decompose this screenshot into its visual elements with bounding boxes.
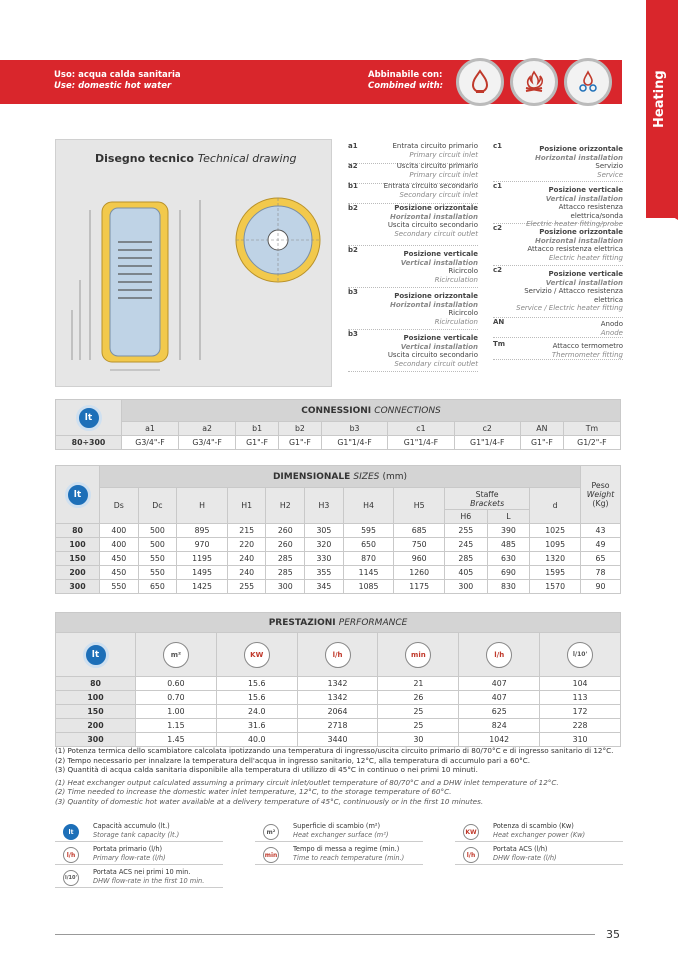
legend-item: b2 Posizione verticale Vertical installation Ricircolo Ricirculation <box>348 246 478 288</box>
sizes-title: DIMENSIONALE SIZES (mm) <box>100 466 581 488</box>
connections-title: CONNESSIONI CONNECTIONS <box>122 400 621 422</box>
side-tab-corner <box>646 200 678 220</box>
lt-icon: lt <box>65 482 91 508</box>
col-header: Tm <box>563 422 620 436</box>
time-small-icon: min <box>263 847 279 863</box>
legend-item: b1 Entrata circuito secondario Secondary circuit inlet <box>348 182 478 204</box>
icon-legend-item: Potenza di scambio (Kw) Heat exchanger power (Kw) <box>455 822 623 842</box>
connections-table <box>55 399 621 450</box>
col-header: c2 <box>454 422 520 436</box>
col-header: b1 <box>236 422 279 436</box>
icon-legend-item: Capacità accumulo (lt.) Storage tank capacity (lt.) <box>55 822 223 842</box>
tank-drawing <box>60 180 328 380</box>
table-row: 100 400 500 970 220 260 320 650 750 245 485 1095 49 <box>56 538 621 552</box>
col-header: a2 <box>179 422 236 436</box>
power-icon: KW <box>463 824 479 840</box>
table-row: 150 450 550 1195 240 285 330 870 960 285 630 1320 65 <box>56 552 621 566</box>
combined-icons <box>456 58 612 106</box>
table-row: 300 1.45 40.0 3440 30 1042 310 <box>56 733 621 747</box>
legend-item: a2 Uscita circuito primario Primary circuit inlet <box>348 162 478 184</box>
legend-item: b3 Posizione verticale Vertical installation Uscita circuito secondario Secondary circuit outlet <box>348 330 478 372</box>
table-row: 80 0.60 15.6 1342 21 407 104 <box>56 677 621 691</box>
col-header: b3 <box>321 422 387 436</box>
performance-title: PRESTAZIONI PERFORMANCE <box>56 613 621 633</box>
footer-rule <box>55 934 595 935</box>
dhw-flow-small-icon: l/h <box>463 847 479 863</box>
capacity-icon: lt <box>63 824 79 840</box>
col-header: b2 <box>279 422 322 436</box>
weight-header: Peso Weight (Kg) <box>581 466 621 524</box>
col-header: c1 <box>388 422 454 436</box>
icon-legend-item: Portata ACS (l/h) DHW flow-rate (l/h) <box>455 845 623 865</box>
lt-icon: lt <box>83 642 109 668</box>
icon-legend-item: Superficie di scambio (m²) Heat exchanger surface (m²) <box>255 822 423 842</box>
page-number: 35 <box>606 928 620 941</box>
icon-legend-item: Portata ACS nei primi 10 min. DHW flow-rate in the first 10 min. <box>55 868 223 888</box>
table-row: 150 1.00 24.0 2064 25 625 172 <box>56 705 621 719</box>
brackets-header: Staffe Brackets <box>445 488 530 510</box>
lt-header-cell <box>56 400 122 436</box>
surface-icon: m² <box>263 824 279 840</box>
col-header: a1 <box>122 422 179 436</box>
primary-flow-small-icon: l/h <box>63 847 79 863</box>
legend-column-1 <box>348 142 478 372</box>
heat-up-time-icon: min <box>405 642 431 668</box>
legend-item: b3 Posizione orizzontale Horizontal installation Ricircolo Ricirculation <box>348 288 478 330</box>
sizes-table: lt DIMENSIONALE SIZES (mm) Peso Weight (Kg) Ds Dc H H1 H2 H3 H4 H5 Staffe Brackets d H6 L 80 400 500 895 215 260 305 595 685 255 390 1025 43 100 400 500 970 220 260 320 650 750 245 485 1095 49 150 450 550 1195 240 285 330 870 960 285 630 1320 65 200 450 550 1495 240 285 355 1145 1260 405 690 1595 78 300 550 650 1425 255 300 345 1085 1175 300 830 1570 90 <box>55 465 621 594</box>
lt-icon: lt <box>76 405 102 431</box>
icon-legend-item: Tempo di messa a regime (min.) Time to reach temperature (min.) <box>255 845 423 865</box>
table-row: 100 0.70 15.6 1342 26 407 113 <box>56 691 621 705</box>
icon-legend-item: Portata primario (l/h) Primary flow-rate (l/h) <box>55 845 223 865</box>
legend-item: AN Anodo Anode <box>493 318 623 337</box>
combined-label: Abbinabile con: Combined with: <box>368 70 444 91</box>
table-row: 80 400 500 895 215 260 305 595 685 255 390 1025 43 <box>56 524 621 538</box>
legend-item: a1 Entrata circuito primario Primary circuit inlet <box>348 142 478 164</box>
exchanger-power-icon: KW <box>244 642 270 668</box>
legend-item: c2 Posizione orizzontale Horizontal installation Attacco resistenza elettrica Electric heater fitting <box>493 224 623 266</box>
legend-item: c2 Posizione verticale Vertical installation Servizio / Attacco resistenza elettrica Service / Electric heater fitting <box>493 266 623 318</box>
legend-item: Tm Attacco termometro Thermometer fitting <box>493 340 623 359</box>
gas-boiler-icon <box>456 58 504 106</box>
capacity-icon-cell <box>56 633 136 677</box>
performance-table <box>55 612 621 747</box>
legend-item: c1 Posizione verticale Vertical installation Attacco resistenza elettrica/sonda Electric heater fitting/probe <box>493 182 623 229</box>
biomass-fire-icon <box>510 58 558 106</box>
table-row: 80÷300 G3/4"-F G3/4"-F G1"-F G1"-F G1"1/4-F G1"1/4-F G1"1/4-F G1"-F G1/2"-F <box>56 436 621 450</box>
side-tab-label: Heating <box>652 70 667 128</box>
table-row: 200 450 550 1495 240 285 355 1145 1260 405 690 1595 78 <box>56 566 621 580</box>
table-row: 200 1.15 31.6 2718 25 824 228 <box>56 719 621 733</box>
table-row: 300 550 650 1425 255 300 345 1085 1175 300 830 1570 90 <box>56 580 621 594</box>
lt-header-cell <box>56 466 100 524</box>
col-header: AN <box>520 422 563 436</box>
exchanger-surface-icon: m² <box>163 642 189 668</box>
legend-item: b2 Posizione orizzontale Horizontal installation Uscita circuito secondario Secondary circuit outlet <box>348 204 478 246</box>
dhw-flow-icon: l/h <box>486 642 512 668</box>
legend-item: c1 Posizione orizzontale Horizontal installation Servizio Service <box>493 142 623 182</box>
primary-flow-icon: l/h <box>325 642 351 668</box>
heat-pump-icon <box>564 58 612 106</box>
dhw-10min-icon: l/10' <box>567 642 593 668</box>
dhw-10min-small-icon: l/10' <box>63 870 79 886</box>
footnotes: (1) Potenza termica dello scambiatore calcolata ipotizzando una temperatura di ingresso/uscita circuito primario di 80/70°C e di ingresso sanitario di 12°C. (2) Tempo necessario per innalzare la temperatura dell'acqua in ingresso sanitario, 12°C, alla temperatura di accumulo pari a 60°C. (3) Quantità di acqua calda sanitaria disponibile alla temperatura di utilizzo di 45°C in continuo o nei primi 10 minuti. (1) Heat exchanger output calculated assuming a primary circuit inlet/outlet temperature of 80/70°C and a DHW inlet temperature of 12°C. (2) Time needed to increase the domestic water inlet temperature, 12°C, to the storage temperature of 60°C. (3) Quantity of domestic hot water available at a delivery temperature of 45°C, continuously or in the first 10 minutes. <box>55 746 614 806</box>
legend-column-2 <box>493 142 623 362</box>
drawing-title: Disegno tecnico Technical drawing <box>95 152 297 165</box>
use-label: Uso: acqua calda sanitaria Use: domestic hot water <box>54 70 181 91</box>
